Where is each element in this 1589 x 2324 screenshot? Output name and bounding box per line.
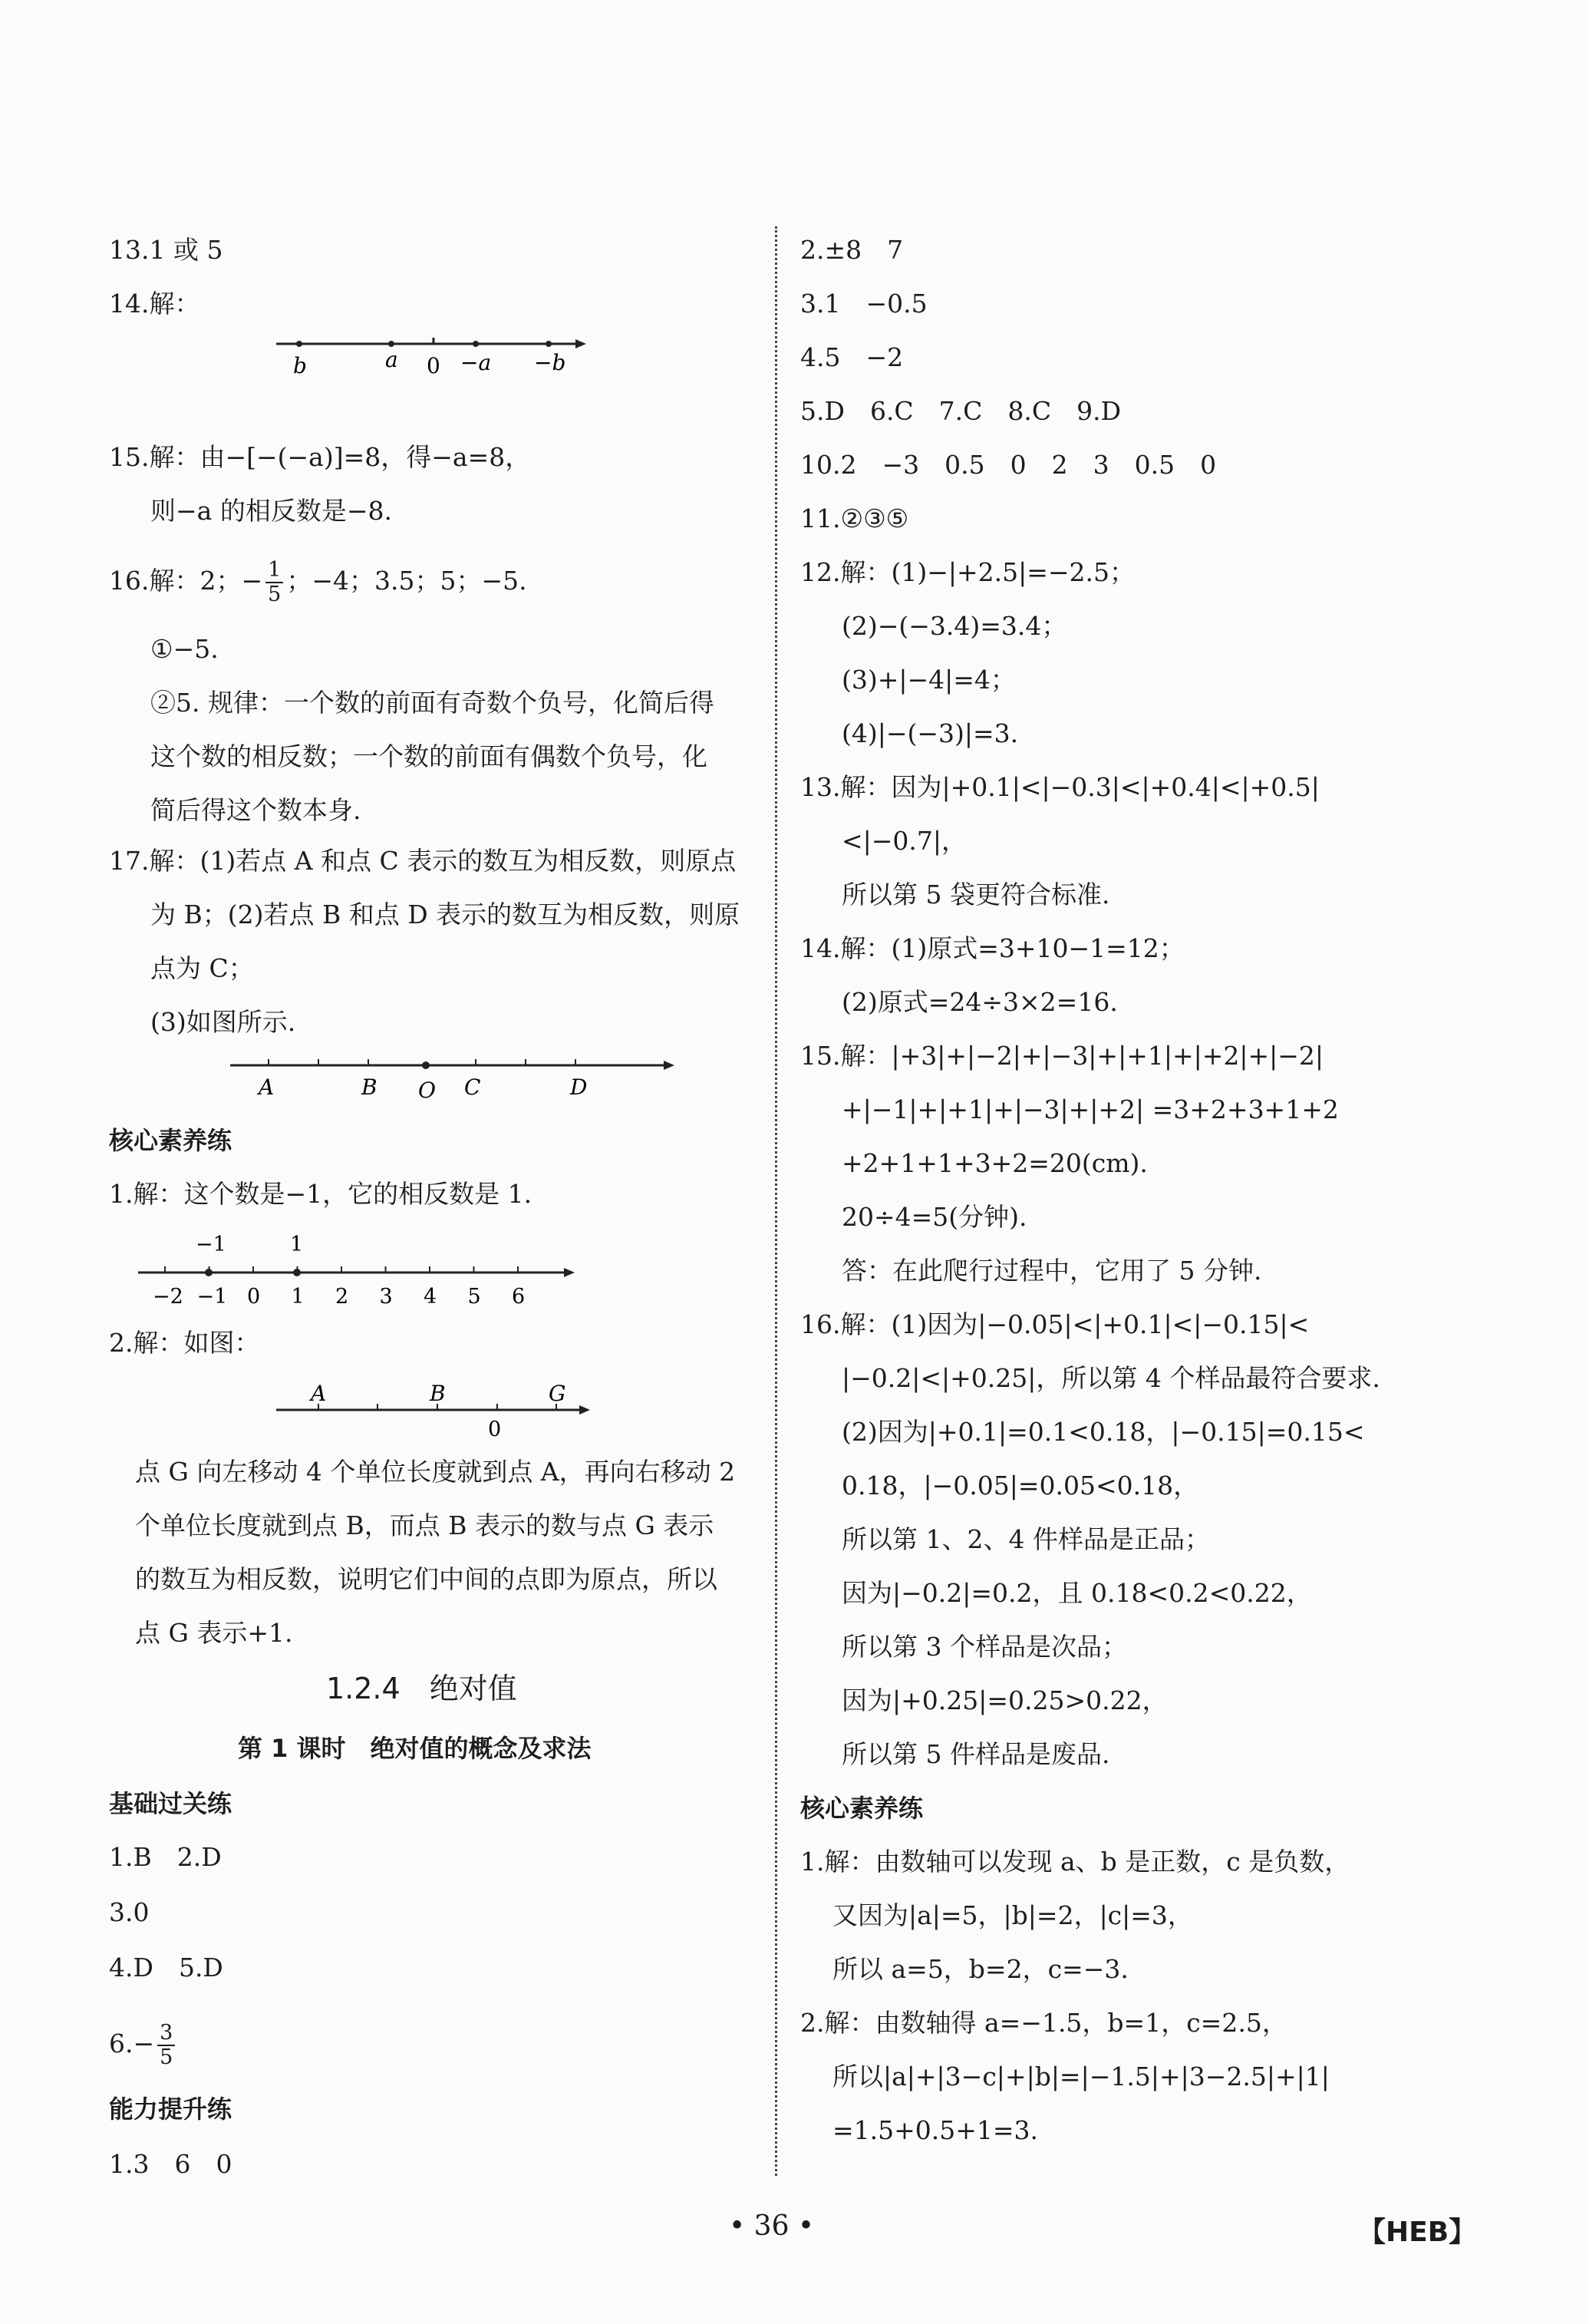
nlc2-G: G — [549, 1381, 566, 1406]
r-answer-11: 11.②③⑤ — [800, 503, 909, 533]
core-answer-1: 1.解：这个数是−1，它的相反数是 1. — [109, 1179, 532, 1209]
answer-17-line4: (3)如图所示. — [150, 1007, 296, 1037]
nlc1-tick-label: 1 — [291, 1285, 305, 1309]
basic-answer-3: 3.0 — [109, 1897, 150, 1927]
nlc1-tick-label: 2 — [335, 1285, 349, 1309]
nlc1-tick-label: 3 — [379, 1285, 393, 1309]
r-answer-16-7: 所以第 3 个样品是次品； — [842, 1632, 1127, 1662]
nlc1-tick-label: 4 — [424, 1285, 437, 1309]
r-core-answer-1-3: 所以 a=5，b=2，c=−3. — [832, 1954, 1129, 1984]
r-answer-12-3: (3)+|−4|=4； — [842, 665, 1016, 695]
lesson-title: 第 1 课时 绝对值的概念及求法 — [238, 1734, 592, 1763]
nlc1-tick-label: 0 — [247, 1285, 261, 1309]
number-line-q17 — [226, 1051, 679, 1105]
r-answer-15-1: 15.解：|+3|+|−2|+|−3|+|+1|+|+2|+|−2| — [800, 1041, 1324, 1071]
basic-answer-6: 6.− $\frac{3}{5}$ — [109, 2022, 178, 2069]
r-answer-15-2: +|−1|+|+1|+|−3|+|+2| =3+2+3+1+2 — [842, 1094, 1339, 1124]
nlc1-tick-label: −1 — [196, 1285, 228, 1309]
r-answer-16-8: 因为|+0.25|=0.25>0.22， — [842, 1685, 1168, 1715]
core-answer-2-line4: 点 G 表示+1. — [135, 1618, 293, 1648]
r-answer-16-6: 因为|−0.2|=0.2，且 0.18<0.2<0.22， — [842, 1578, 1312, 1608]
nl14-a: a — [385, 347, 398, 372]
r-answer-16-9: 所以第 5 件样品是废品. — [842, 1739, 1110, 1769]
r-core-answer-2-1: 2.解：由数轴得 a=−1.5，b=1，c=2.5， — [800, 2008, 1287, 2038]
heading-core-literacy-left: 核心素养练 — [109, 1126, 232, 1155]
column-divider — [775, 226, 777, 2176]
answer-16-line2: ①−5. — [150, 634, 219, 664]
answer-16-line3: ②5. 规律：一个数的前面有奇数个负号，化简后得 — [150, 688, 714, 718]
core-answer-2-line3: 的数互为相反数，说明它们中间的点即为原点，所以 — [135, 1564, 717, 1594]
r-core-answer-2-3: =1.5+0.5+1=3. — [832, 2115, 1039, 2145]
answer-16-line4: 这个数的相反数；一个数的前面有偶数个负号，化 — [150, 741, 707, 771]
nlc2-A: A — [311, 1381, 327, 1406]
edition-badge: 【HEB】 — [1358, 2217, 1477, 2248]
nl17-O: O — [418, 1078, 436, 1103]
fraction-three-fifths: $\frac{3}{5}$ — [157, 2022, 175, 2069]
section-title-absolute-value: 1.2.4 绝对值 — [326, 1672, 517, 1705]
r-answer-10: 10.2 −3 0.5 0 2 3 0.5 0 — [800, 450, 1217, 480]
r-answer-13-1: 13.解：因为|+0.1|<|−0.3|<|+0.4|<|+0.5| — [800, 772, 1320, 802]
answer-16-line5: 简后得这个数本身. — [150, 795, 361, 825]
r-answer-15-4: 20÷4=5(分钟). — [842, 1202, 1027, 1232]
r-answer-2: 2.±8 7 — [800, 235, 904, 265]
nl17-C: C — [464, 1075, 481, 1100]
r-answer-14-1: 14.解：(1)原式=3+10−1=12； — [800, 933, 1185, 963]
nlc1-top-neg1: −1 — [196, 1233, 226, 1256]
r-core-answer-2-2: 所以|a|+|3−c|+|b|=|−1.5|+|3−2.5|+|1| — [832, 2062, 1330, 2091]
r-answer-16-2: |−0.2|<|+0.25|，所以第 4 个样品最符合要求. — [842, 1363, 1380, 1393]
answer-13: 13.1 或 5 — [109, 235, 223, 265]
r-answer-12-1: 12.解：(1)−|+2.5|=−2.5； — [800, 557, 1136, 587]
nlc1-tick-label: −2 — [153, 1285, 183, 1309]
r-answer-3: 3.1 −0.5 — [800, 289, 928, 319]
answer-15-line2: 则−a 的相反数是−8. — [150, 496, 392, 526]
answer-14-label: 14.解： — [109, 289, 200, 319]
r-answer-15-3: +2+1+1+3+2=20(cm). — [842, 1148, 1148, 1178]
nlc2-B: B — [430, 1381, 446, 1406]
answer-17-line3: 点为 C； — [150, 953, 254, 983]
core-answer-2-line1: 点 G 向左移动 4 个单位长度就到点 A，再向右移动 2 — [135, 1457, 736, 1487]
basic-answers-1-2: 1.B 2.D — [109, 1842, 222, 1872]
r-answers-5-9: 5.D 6.C 7.C 8.C 9.D — [800, 396, 1122, 426]
page-number: • 36 • — [729, 2210, 815, 2242]
heading-basic-practice: 基础过关练 — [109, 1789, 232, 1818]
number-line-core-2 — [269, 1378, 598, 1439]
nl17-D: D — [570, 1075, 588, 1100]
r-answer-12-2: (2)−(−3.4)=3.4； — [842, 611, 1067, 641]
r-core-answer-1-1: 1.解：由数轴可以发现 a、b 是正数，c 是负数， — [800, 1847, 1350, 1877]
r-answer-16-3: (2)因为|+0.1|=0.1<0.18，|−0.15|=0.15< — [842, 1417, 1365, 1447]
r-answer-4: 4.5 −2 — [800, 342, 904, 372]
r-answer-13-2: <|−0.7|， — [842, 826, 968, 856]
nl14-neg-b: −b — [534, 350, 566, 375]
r-answer-16-1: 16.解：(1)因为|−0.05|<|+0.1|<|−0.15|< — [800, 1309, 1310, 1339]
nl14-neg-a: −a — [460, 350, 492, 375]
nl14-zero: 0 — [427, 353, 440, 378]
r-answer-15-5: 答：在此爬行过程中，它用了 5 分钟. — [842, 1256, 1262, 1286]
number-line-q14 — [269, 330, 591, 384]
nl17-A: A — [259, 1075, 275, 1100]
r-core-answer-1-2: 又因为|a|=5，|b|=2，|c|=3， — [832, 1900, 1193, 1930]
answer-15-line1: 15.解：由−[−(−a)]=8，得−a=8， — [109, 442, 531, 472]
core-answer-2: 2.解：如图： — [109, 1328, 260, 1358]
ability-answer-1: 1.3 6 0 — [109, 2149, 232, 2179]
r-answer-16-5: 所以第 1、2、4 件样品是正品； — [842, 1524, 1210, 1554]
r-answer-13-3: 所以第 5 袋更符合标准. — [842, 880, 1110, 909]
r-answer-14-2: (2)原式=24÷3×2=16. — [842, 987, 1118, 1017]
r-answer-12-4: (4)|−(−3)|=3. — [842, 718, 1019, 748]
basic-answers-4-5: 4.D 5.D — [109, 1953, 223, 1982]
nl17-B: B — [361, 1075, 377, 1100]
answer-17-line2: 为 B；(2)若点 B 和点 D 表示的数互为相反数，则原 — [150, 900, 740, 929]
number-line-core-1 — [134, 1226, 579, 1319]
answer-16-line1: 16.解：2；− $\frac{1}{5}$ ；−4；3.5；5；−5. — [109, 558, 527, 606]
r-answer-16-4: 0.18，|−0.05|=0.05<0.18， — [842, 1471, 1199, 1500]
nlc1-tick-label: 5 — [467, 1285, 481, 1309]
nlc2-zero: 0 — [488, 1418, 502, 1439]
fraction-one-fifth: $\frac{1}{5}$ — [265, 559, 283, 606]
answer-17-line1: 17.解：(1)若点 A 和点 C 表示的数互为相反数，则原点 — [109, 846, 737, 876]
nlc1-top-1: 1 — [290, 1233, 304, 1256]
heading-ability-practice: 能力提升练 — [109, 2095, 232, 2124]
nl14-b: b — [293, 353, 307, 378]
core-answer-2-line2: 个单位长度就到点 B，而点 B 表示的数与点 G 表示 — [135, 1510, 714, 1540]
nlc1-tick-label: 6 — [512, 1285, 526, 1309]
heading-core-literacy-right: 核心素养练 — [800, 1794, 924, 1823]
